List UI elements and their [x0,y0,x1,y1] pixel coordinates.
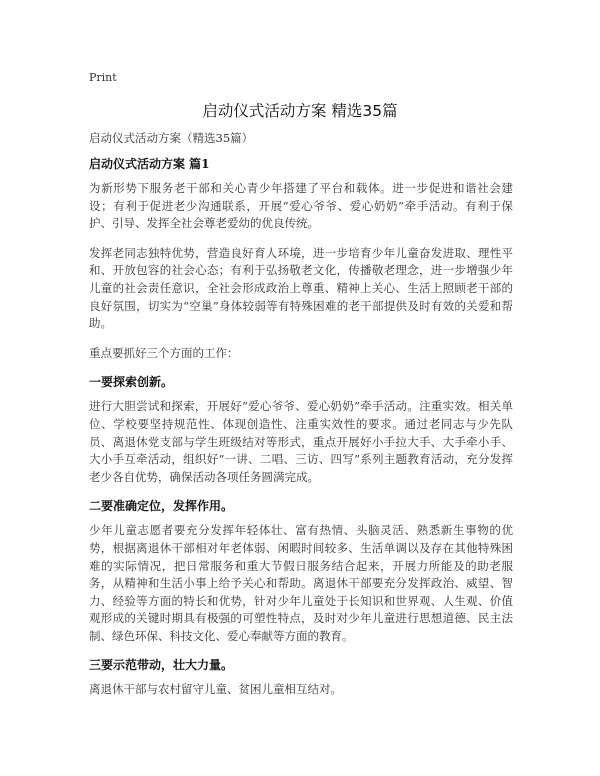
document-subtitle: 启动仪式活动方案（精选35篇） [89,131,254,145]
print-label[interactable]: Print [89,71,117,84]
paragraph-intro-1: 为新形势下服务老干部和关心青少年搭建了平台和载体。进一步促进和谐社会建设；有利于促进老少沟通联系，开展“爱心爷爷、爱心奶奶”牵手活动。有利于保护、引导、发挥全社会尊老爱幼的优良传统。 [89,181,513,231]
page-title: 启动仪式活动方案 精选35篇 [202,102,398,120]
document-body [89,130,513,711]
paragraph-intro-2: 发挥老同志独特优势，营造良好育人环境，进一步培育少年儿童奋发进取、理性平和、开放包容的社会心态；有利于弘扬敬老文化，传播敬老理念，进一步增强少年儿童的社会责任意识，全社会形成政治上尊重、精神上关心、生活上照顾老干部的良好氛围，切实为“空巢”身体较弱等有特殊困难的老干部提供及时有效的关爱和帮助。 [89,245,513,331]
point-3-text: 离退休干部与农村留守儿童、贫困儿童相互结对。 [89,682,342,697]
section-heading: 启动仪式活动方案 篇1 [89,157,210,171]
point-1-heading: 一要探索创新。 [89,375,174,390]
point-3-heading: 三要示范带动，壮大力量。 [89,658,234,673]
point-2-heading: 二要准确定位，发挥作用。 [89,499,234,514]
paragraph-key-points: 重点要抓好三个方面的工作： [89,345,239,360]
point-1-text: 进行大胆尝试和探索，开展好“爱心爷爷、爱心奶奶”牵手活动。注重实效。相关单位、学校要坚持规范性、体现创造性、注重实效性的要求。通过老同志与少先队员、离退休党支部与学生班级结对等形式，重点开展好小手拉大手、大手牵小手、大小手互牵活动，组织好“一讲、二唱、三访、四写”系列主题教育活动，充分发挥老少各自优势，确保活动各项任务圆满完成。 [89,399,513,484]
point-2-text: 少年儿童志愿者要充分发挥年轻体壮、富有热情、头脑灵活、熟悉新生事物的优势，根据离退休干部相对年老体弱、闲暇时间较多、生活单调以及存在其他特殊困难的实际情况，把日常服务和重大节假日服务结合起来，开展力所能及的助老服务，从精神和生活小事上给予关心和帮助。离退休干部要充分发挥政治、威望、智力、经验等方面的特长和优势，针对少年儿童处于长知识和世界观、人生观、价值观形成的关键时期具有极强的可塑性特点，及时对少年儿童进行思想道德、民主法制、绿色环保、科技文化、爱心奉献等方面的教育。 [89,523,513,643]
